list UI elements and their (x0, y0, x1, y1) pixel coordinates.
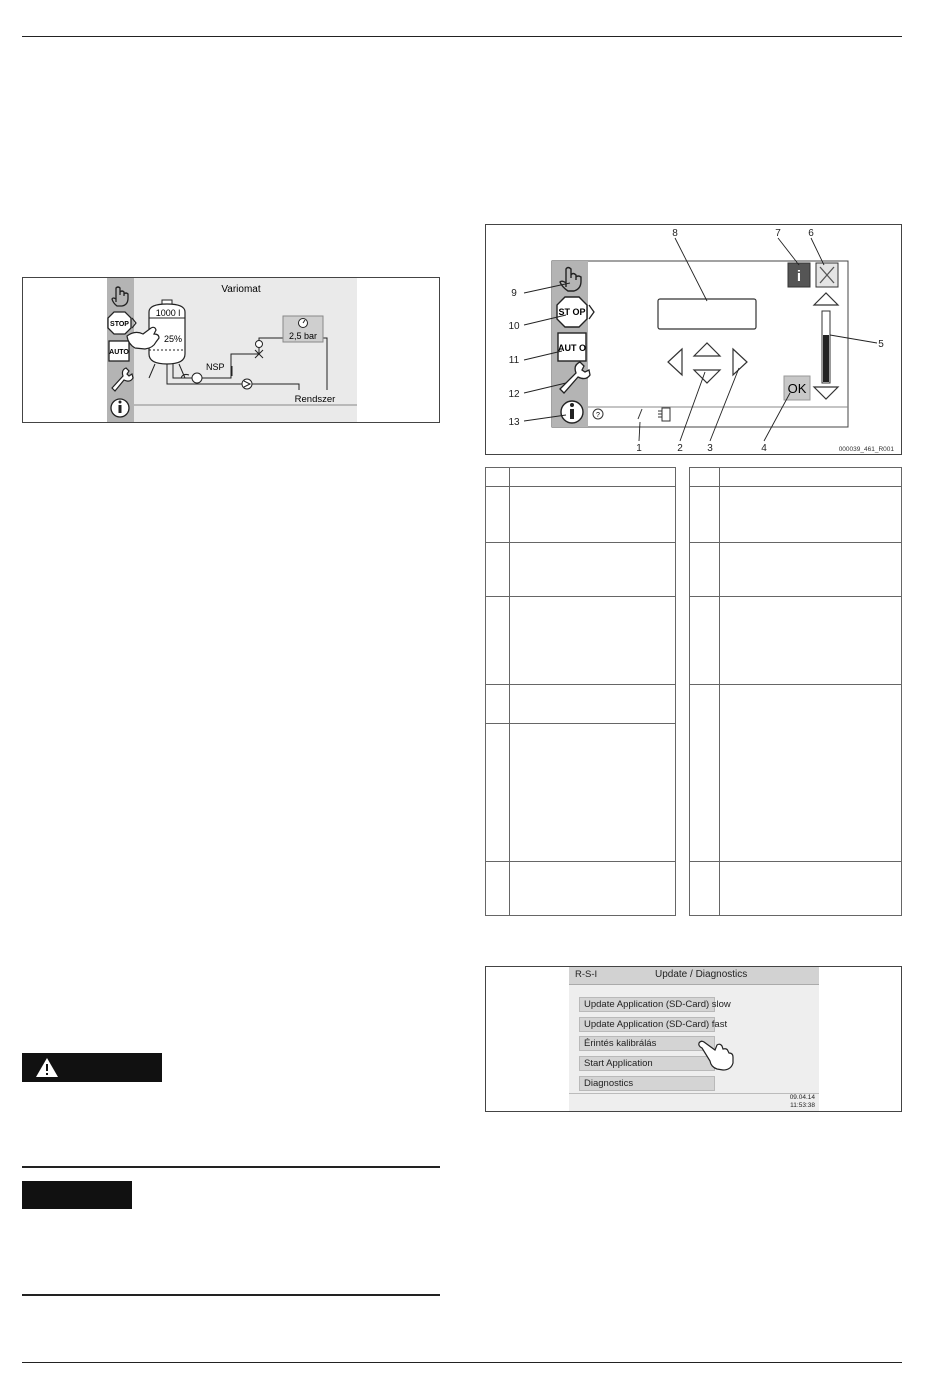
legend-table-right (689, 467, 902, 916)
warning-triangle-icon (32, 1053, 62, 1082)
diagnostics-left-title: R-S-I (575, 969, 598, 980)
footer-rule (22, 1362, 902, 1363)
info-button[interactable] (788, 263, 810, 287)
callout-13: 13 (508, 417, 520, 428)
tank-level: 25% (163, 334, 183, 344)
help-icon (593, 409, 603, 419)
figure-code: 000039_461_R001 (838, 446, 894, 453)
diagnostics-screen (569, 967, 819, 1111)
auto-label: AUTO (109, 349, 129, 356)
callout-7: 7 (775, 228, 781, 239)
pressure-value: 2,5 bar (288, 331, 318, 341)
callout-9: 9 (511, 288, 517, 299)
menu-touch-calibration[interactable]: Érintés kalibrálás (579, 1036, 715, 1051)
figure-variomat-screen (22, 277, 440, 423)
info-icon[interactable] (111, 399, 129, 417)
notice-rule (22, 1294, 440, 1296)
callout-10: 10 (508, 321, 520, 332)
nsp-label: NSP (206, 362, 225, 372)
stop-label: ST OP (558, 307, 586, 317)
callout-12: 12 (508, 389, 520, 400)
figure-control-panel (485, 224, 902, 455)
menu-diagnostics[interactable]: Diagnostics (579, 1076, 715, 1091)
diagnostics-time: 11:53:38 (790, 1102, 815, 1109)
control-panel-svg (486, 225, 901, 454)
legend-table-left (485, 467, 676, 916)
system-label: Rendszer (294, 394, 336, 405)
callout-8: 8 (672, 228, 678, 239)
header-rule (22, 36, 902, 37)
diagnostics-titlebar (569, 967, 819, 985)
diagnostics-footer-line (569, 1093, 819, 1094)
callout-1: 1 (636, 443, 642, 454)
figure-update-diagnostics (485, 966, 902, 1112)
callout-3: 3 (707, 443, 713, 454)
notice-banner (22, 1181, 132, 1209)
warning-banner (22, 1053, 162, 1082)
diagnostics-date: 09.04.14 (789, 1094, 815, 1101)
variomat-title: Variomat (221, 284, 261, 295)
auto-button-icon[interactable] (558, 333, 586, 361)
menu-update-slow[interactable]: Update Application (SD-Card) slow (579, 997, 715, 1012)
callout-11: 11 (508, 355, 520, 366)
menu-update-fast[interactable]: Update Application (SD-Card) fast (579, 1017, 715, 1032)
scrollbar-thumb (823, 335, 829, 382)
pointing-hand-icon (697, 1037, 743, 1073)
svg-text:?: ? (596, 412, 600, 419)
info-icon[interactable] (561, 401, 583, 423)
close-button[interactable] (816, 263, 838, 287)
menu-start-application[interactable]: Start Application (579, 1056, 715, 1071)
info-button-label: i (796, 268, 802, 285)
scrollbar[interactable] (822, 311, 830, 383)
stop-label: STOP (110, 321, 129, 328)
callout-5: 5 (878, 339, 884, 350)
tank-volume: 1000 l (155, 308, 181, 318)
auto-label: AUT O (558, 343, 586, 353)
auto-button-icon[interactable] (109, 341, 129, 361)
variomat-screen-svg (23, 278, 439, 422)
diagnostics-title: Update / Diagnostics (655, 969, 748, 980)
callout-2: 2 (677, 443, 683, 454)
warning-rule (22, 1166, 440, 1168)
callout-4: 4 (761, 443, 767, 454)
callout-6: 6 (808, 228, 814, 239)
value-display (658, 299, 756, 329)
ok-label: OK (787, 381, 807, 396)
